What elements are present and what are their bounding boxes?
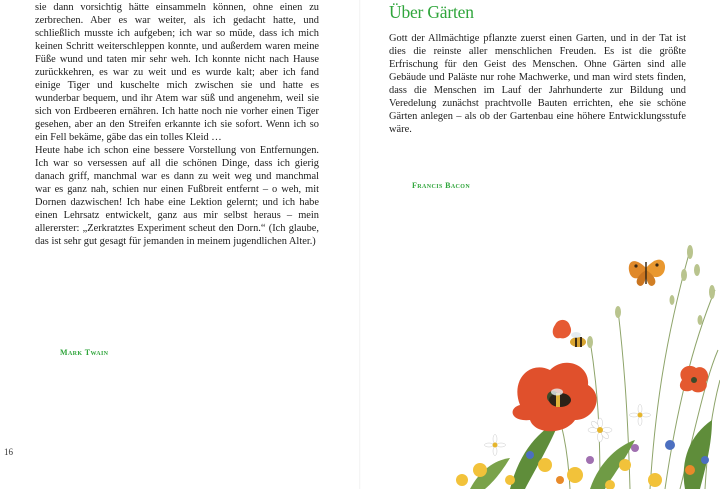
right-page bbox=[360, 0, 720, 489]
author-francis-bacon: Francis Bacon bbox=[412, 181, 471, 190]
left-page-text bbox=[35, 1, 319, 248]
left-paragraph-1: sie dann vorsichtig hätte einsammeln können, ohne einen zu zerbrechen. Aber es war weiter, als ich gedacht hatte, und schließlich musste ich aufgeben; ich war so müde, dass ich mich keinen Schritt weiterschleppen konnte, und außerdem waren meine Füße wund und taten mir sehr weh. Ich konnte nicht nach Hause zurückkehren, es war zu weit und es wurde kalt; aber ich fand einige Tiger und kuschelte mich zwischen sie und hatte es wunderbar bequem, und ihr Atem war süß und angenehm, weil sie sich von Erdbeeren ernähren. Ich hatte noch nie vorher einen Tiger gesehen, aber an den Streifen erkannte ich sie sofort. Wenn ich so ein Fell bekäme, gäbe das ein tolles Kleid … bbox=[35, 2, 319, 143]
wildflower-illustration bbox=[450, 230, 720, 489]
left-paragraph-2: Heute habe ich schon eine bessere Vorstellung von Entfernungen. Ich war so versessen auf all die schönen Dinge, dass ich gierig danach griff, manchmal war es dann zu weit weg und manchmal war es ganz nah, schien nur einen Fußbreit entfernt – o weh, mit Dornen dazwischen! Ich habe eine Lektion gelernt; und ich habe einen Lehrsatz entwickelt, ganz aus mir selbst heraus – mein allererster: „Zerkratztes Experiment scheut den Dorn.“ (Ich glaube, das ist sehr gut gesagt für jemanden in meinem jugendlichen Alter.) bbox=[35, 145, 319, 247]
right-page-text bbox=[389, 32, 686, 136]
right-paragraph: Gott der Allmächtige pflanzte zuerst einen Garten, und in der Tat ist dies die reinste aller menschlichen Freuden. Es ist die größte Erfrischung für den Geist des Menschen. Ohne Gärten sind alle Gebäude und Paläste nur rohe Machwerke, und man wird stets finden, dass die Menschen im Lauf der Jahrhunderte zur Bildung und Veredelung zunächst prachtvolle Bauten errichten, ehe sie schöne Gärten anlegen – als ob der Gartenbau eine höhere Entwicklungsstufe wäre. bbox=[389, 33, 686, 135]
author-mark-twain: Mark Twain bbox=[60, 348, 109, 357]
poppy-flowers bbox=[513, 320, 709, 431]
butterfly-icon bbox=[629, 260, 665, 286]
page-number: 16 bbox=[4, 447, 13, 457]
page-title: Über Gärten bbox=[389, 2, 474, 22]
bee-icon bbox=[570, 332, 586, 347]
